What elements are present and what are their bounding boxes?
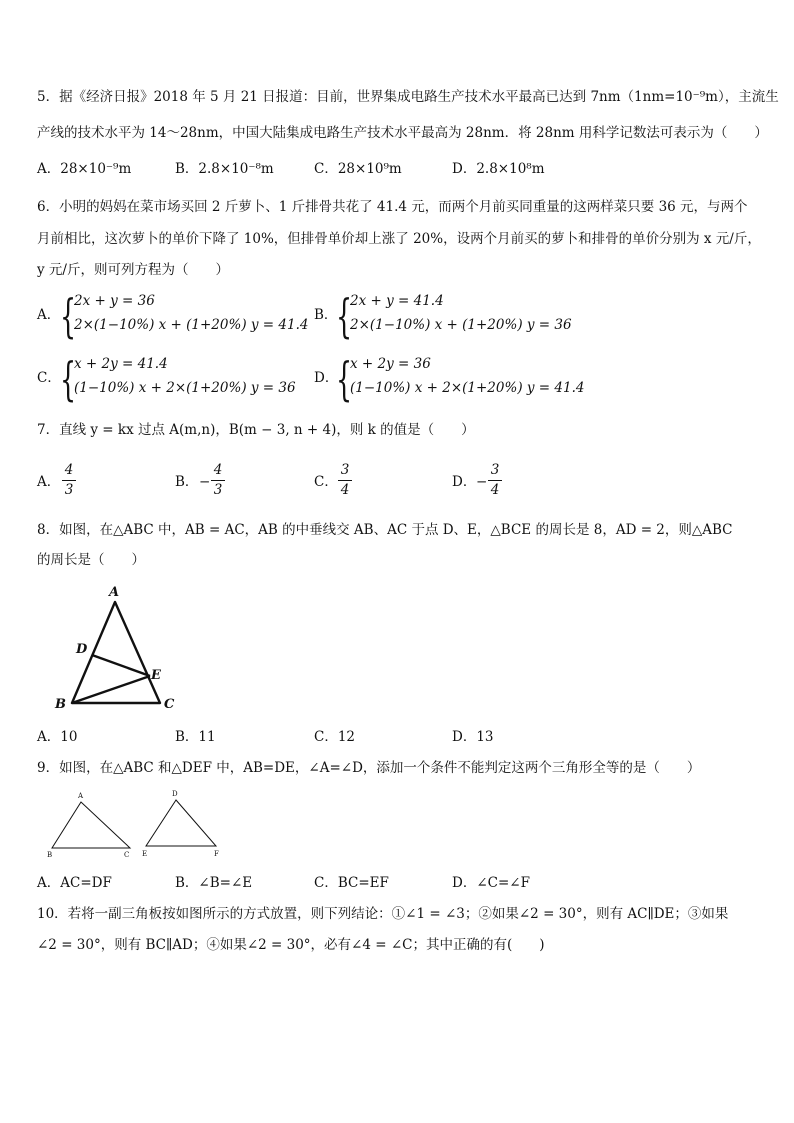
vertex-label-f: F bbox=[214, 850, 219, 858]
vertex-label-b: B bbox=[55, 697, 66, 712]
equation-row: 2×(1−10%) x + (1+20%) y = 41.4 bbox=[74, 317, 309, 333]
q5-text-line-1: 5．据《经济日报》2018 年 5 月 21 日报道：目前，世界集成电路生产技术水平最高已达到 7nm（1nm=10⁻⁹m），主流生 bbox=[37, 89, 779, 105]
q8-text-line-2: 的周长是（ ） bbox=[37, 552, 145, 568]
q5-option-c[interactable]: C．28×10⁹m bbox=[314, 161, 402, 177]
q7-option-a-label[interactable]: A． bbox=[37, 474, 61, 490]
brace-icon: { bbox=[336, 289, 353, 343]
q5-option-a[interactable]: A．28×10⁻⁹m bbox=[37, 161, 132, 177]
vertex-label-e: E bbox=[151, 668, 161, 683]
q7-option-d-label[interactable]: D． bbox=[452, 474, 477, 490]
q7-text-line-1: 7．直线 y = kx 过点 A(m,n)，B(m − 3, n + 4)，则 k 的值是（ ） bbox=[37, 422, 475, 438]
q6-text-line-2: 月前相比，这次萝卜的单价下降了 10%，但排骨单价却上涨了 20%，设两个月前买的萝卜和排骨的单价分别为 x 元/斤， bbox=[37, 231, 761, 247]
equation-row: (1−10%) x + 2×(1+20%) y = 41.4 bbox=[350, 380, 585, 396]
q9-option-b[interactable]: B．∠B=∠E bbox=[175, 875, 253, 891]
brace-icon: { bbox=[336, 352, 353, 406]
q5-text-line-2: 产线的技术水平为 14～28nm，中国大陆集成电路生产技术水平最高为 28nm．将 28nm 用科学记数法可表示为（ ） bbox=[37, 125, 768, 141]
q7-option-a-fraction[interactable]: 4 3 bbox=[62, 462, 76, 499]
q6-text-line-3: y 元/斤，则可列方程为（ ） bbox=[37, 262, 229, 278]
q6-option-c-label[interactable]: C． bbox=[37, 370, 61, 386]
q6-option-a-label[interactable]: A． bbox=[37, 307, 61, 323]
equation-row: 2x + y = 36 bbox=[74, 293, 155, 309]
q10-text-line-1: 10．若将一副三角板按如图所示的方式放置，则下列结论：①∠1 = ∠3；②如果∠2 = 30°，则有 AC∥DE；③如果 bbox=[37, 906, 729, 922]
triangle-def bbox=[146, 800, 216, 846]
vertex-label-c: C bbox=[124, 851, 130, 859]
equation-row: x + 2y = 41.4 bbox=[74, 356, 168, 372]
q9-option-a[interactable]: A．AC=DF bbox=[37, 875, 112, 891]
equation-row: 2×(1−10%) x + (1+20%) y = 36 bbox=[350, 317, 572, 333]
q7-option-b-fraction[interactable]: 4 3 bbox=[211, 462, 225, 499]
q7-option-c-label[interactable]: C． bbox=[314, 474, 338, 490]
vertex-label-a: A bbox=[109, 585, 120, 600]
q7-option-c-fraction[interactable]: 3 4 bbox=[338, 462, 352, 499]
q9-option-c[interactable]: C．BC=EF bbox=[314, 875, 389, 891]
equation-row: 2x + y = 41.4 bbox=[350, 293, 444, 309]
q9-option-d[interactable]: D．∠C=∠F bbox=[452, 875, 530, 891]
equation-row: x + 2y = 36 bbox=[350, 356, 431, 372]
q9-text-line-1: 9．如图，在△ABC 和△DEF 中，AB=DE，∠A=∠D，添加一个条件不能判定这两个三角形全等的是（ ） bbox=[37, 760, 701, 776]
q5-option-b[interactable]: B．2.8×10⁻⁸m bbox=[175, 161, 274, 177]
q8-option-c[interactable]: C．12 bbox=[314, 729, 356, 745]
q6-text-line-1: 6．小明的妈妈在菜市场买回 2 斤萝卜、1 斤排骨共花了 41.4 元，而两个月前买同重量的这两样菜只要 36 元，与两个 bbox=[37, 199, 748, 215]
q7-option-d-sign: − bbox=[476, 474, 488, 490]
q9-triangles-figure bbox=[40, 786, 240, 866]
q6-option-d-label[interactable]: D． bbox=[314, 370, 339, 386]
q8-triangle-figure bbox=[45, 580, 195, 715]
equation-row: (1−10%) x + 2×(1+20%) y = 36 bbox=[74, 380, 296, 396]
vertex-label-a: A bbox=[78, 792, 84, 800]
vertex-label-d: D bbox=[76, 642, 88, 657]
q5-option-d[interactable]: D．2.8×10⁸m bbox=[452, 161, 545, 177]
vertex-label-e: E bbox=[142, 850, 148, 858]
q8-option-a[interactable]: A．10 bbox=[37, 729, 78, 745]
triangle-abc bbox=[52, 802, 130, 848]
q10-text-line-2: ∠2 = 30°，则有 BC∥AD；④如果∠2 = 30°，必有∠4 = ∠C；其中正确的有( ) bbox=[37, 937, 545, 953]
q8-option-d[interactable]: D．13 bbox=[452, 729, 494, 745]
q8-option-b[interactable]: B．11 bbox=[175, 729, 216, 745]
q7-option-b-sign: − bbox=[199, 474, 211, 490]
vertex-label-d: D bbox=[172, 790, 178, 798]
brace-icon: { bbox=[60, 289, 77, 343]
q6-option-b-label[interactable]: B． bbox=[314, 307, 338, 323]
q7-option-b-label[interactable]: B． bbox=[175, 474, 199, 490]
q8-text-line-1: 8．如图，在△ABC 中，AB = AC，AB 的中垂线交 AB、AC 于点 D、E，△BCE 的周长是 8，AD = 2，则△ABC bbox=[37, 522, 733, 538]
q7-option-d-fraction[interactable]: 3 4 bbox=[488, 462, 502, 499]
vertex-label-b: B bbox=[47, 851, 53, 859]
segment-be bbox=[72, 676, 150, 703]
brace-icon: { bbox=[60, 352, 77, 406]
vertex-label-c: C bbox=[164, 697, 175, 712]
